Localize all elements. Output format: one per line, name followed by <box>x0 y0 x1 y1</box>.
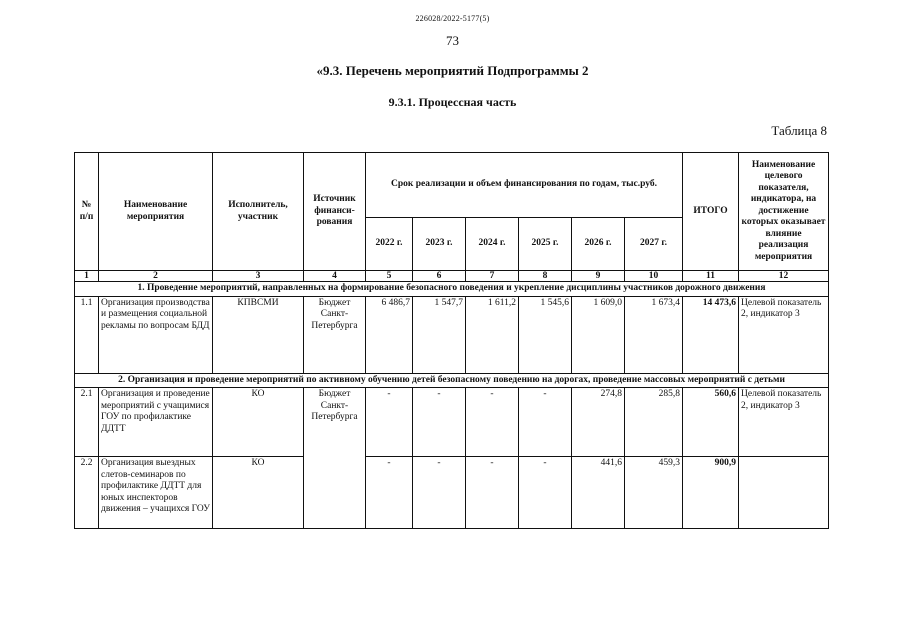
header-num: № п/п <box>75 153 99 271</box>
row-value-2024: - <box>466 388 519 457</box>
row-num: 2.2 <box>75 457 99 529</box>
row-value-2025: 1 545,6 <box>519 296 572 373</box>
header-year: 2022 г. <box>366 218 413 271</box>
column-number: 11 <box>683 271 739 282</box>
row-executor: КО <box>213 388 304 457</box>
header-period: Срок реализации и объем финансирования по годам, тыс.руб. <box>366 153 683 218</box>
row-value-2022: - <box>366 388 413 457</box>
table-row <box>75 388 829 457</box>
column-number: 3 <box>213 271 304 282</box>
header-executor: Исполнитель, участник <box>213 153 304 271</box>
row-value-2023: 1 547,7 <box>413 296 466 373</box>
column-number: 4 <box>304 271 366 282</box>
column-number: 10 <box>625 271 683 282</box>
row-indicator: Целевой показатель 2, индикатор 3 <box>739 296 829 373</box>
column-number: 5 <box>366 271 413 282</box>
header-year: 2027 г. <box>625 218 683 271</box>
column-number: 9 <box>572 271 625 282</box>
header-year: 2026 г. <box>572 218 625 271</box>
header-total: ИТОГО <box>683 153 739 271</box>
header-funding-source: Источник финанси-рования <box>304 153 366 271</box>
header-indicator: Наименование целевого показателя, индикатора, на достижение которых оказывает влияние реализация мероприятия <box>739 153 829 271</box>
row-total: 560,6 <box>683 388 739 457</box>
row-value-2026: 1 609,0 <box>572 296 625 373</box>
column-number: 8 <box>519 271 572 282</box>
table-row <box>75 457 829 529</box>
column-number-row <box>75 271 829 282</box>
header-row-top <box>75 153 829 218</box>
row-value-2027: 1 673,4 <box>625 296 683 373</box>
row-funding-source: Бюджет Санкт-Петербурга <box>304 296 366 373</box>
section-row <box>75 373 829 388</box>
row-value-2024: - <box>466 457 519 529</box>
column-number: 6 <box>413 271 466 282</box>
row-num: 2.1 <box>75 388 99 457</box>
row-indicator: Целевой показатель 2, индикатор 3 <box>739 388 829 457</box>
row-executor: КО <box>213 457 304 529</box>
row-value-2027: 459,3 <box>625 457 683 529</box>
column-number: 1 <box>75 271 99 282</box>
header-year: 2024 г. <box>466 218 519 271</box>
column-number: 7 <box>466 271 519 282</box>
column-number: 2 <box>99 271 213 282</box>
row-value-2022: 6 486,7 <box>366 296 413 373</box>
section-heading: «9.3. Перечень мероприятий Подпрограммы 2 <box>316 63 589 78</box>
header-year: 2025 г. <box>519 218 572 271</box>
row-value-2023: - <box>413 457 466 529</box>
section-title: 1. Проведение мероприятий, направленных на формирование безопасного поведения и укрепление дисциплины участников дорожного движения <box>75 282 829 297</box>
row-activity-name: Организация выездных слетов-семинаров по профилактике ДДТТ для юных инспекторов движения – учащихся ГОУ <box>99 457 213 529</box>
header-year: 2023 г. <box>413 218 466 271</box>
row-value-2025: - <box>519 457 572 529</box>
row-value-2027: 285,8 <box>625 388 683 457</box>
row-indicator <box>739 457 829 529</box>
row-activity-name: Организация производства и размещения социальной рекламы по вопросам БДД <box>99 296 213 373</box>
header-activity-name: Наименование мероприятия <box>99 153 213 271</box>
row-value-2026: 274,8 <box>572 388 625 457</box>
row-value-2022: - <box>366 457 413 529</box>
subsection-heading: 9.3.1. Процессная часть <box>388 95 517 109</box>
page-number: 73 <box>446 33 459 48</box>
row-value-2025: - <box>519 388 572 457</box>
activities-table <box>74 152 829 529</box>
row-funding-source: Бюджет Санкт-Петербурга <box>304 388 366 529</box>
row-num: 1.1 <box>75 296 99 373</box>
row-total: 14 473,6 <box>683 296 739 373</box>
row-value-2026: 441,6 <box>572 457 625 529</box>
section-row <box>75 282 829 297</box>
row-total: 900,9 <box>683 457 739 529</box>
row-value-2024: 1 611,2 <box>466 296 519 373</box>
table-caption: Таблица 8 <box>771 123 827 138</box>
row-executor: КПВСМИ <box>213 296 304 373</box>
table-row <box>75 296 829 373</box>
row-activity-name: Организация и проведение мероприятий с учащимися ГОУ по профилактике ДДТТ <box>99 388 213 457</box>
column-number: 12 <box>739 271 829 282</box>
row-value-2023: - <box>413 388 466 457</box>
section-title: 2. Организация и проведение мероприятий по активному обучению детей безопасному поведению на дорогах, проведение массовых мероприятий с детьми <box>75 373 829 388</box>
document-id: 226028/2022-5177(5) <box>415 14 490 23</box>
